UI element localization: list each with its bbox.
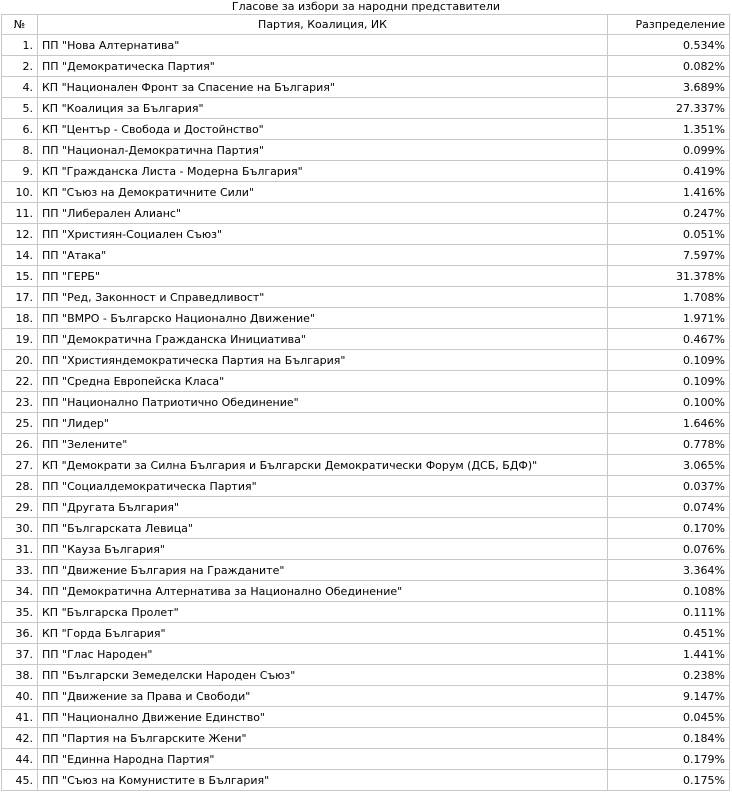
- party-name: КП "Горда България": [38, 623, 608, 644]
- vote-share: 1.441%: [608, 644, 730, 665]
- table-row: [2, 602, 730, 623]
- vote-share: 0.051%: [608, 224, 730, 245]
- header-row: [2, 15, 730, 35]
- row-number: 42.: [2, 728, 38, 749]
- vote-share: 27.337%: [608, 98, 730, 119]
- party-name: ПП "Другата България": [38, 497, 608, 518]
- table-row: [2, 581, 730, 602]
- table-row: [2, 371, 730, 392]
- table-row: [2, 434, 730, 455]
- party-name: КП "Гражданска Листа - Модерна България": [38, 161, 608, 182]
- party-name: ПП "Движение за Права и Свободи": [38, 686, 608, 707]
- vote-share: 1.971%: [608, 308, 730, 329]
- table-row: [2, 224, 730, 245]
- row-number: 31.: [2, 539, 38, 560]
- party-name: ПП "Българската Левица": [38, 518, 608, 539]
- row-number: 28.: [2, 476, 38, 497]
- table-row: [2, 56, 730, 77]
- table-row: [2, 560, 730, 581]
- party-name: ПП "Демократична Гражданска Инициатива": [38, 329, 608, 350]
- header-number: №: [2, 15, 38, 35]
- vote-share: 0.109%: [608, 350, 730, 371]
- party-name: ПП "Зелените": [38, 434, 608, 455]
- row-number: 27.: [2, 455, 38, 476]
- party-name: КП "Национален Фронт за Спасение на България": [38, 77, 608, 98]
- vote-share: 0.179%: [608, 749, 730, 770]
- vote-share: 0.076%: [608, 539, 730, 560]
- party-name: ПП "Национално Движение Единство": [38, 707, 608, 728]
- row-number: 36.: [2, 623, 38, 644]
- row-number: 8.: [2, 140, 38, 161]
- table-row: [2, 392, 730, 413]
- table-row: [2, 455, 730, 476]
- row-number: 30.: [2, 518, 38, 539]
- vote-share: 7.597%: [608, 245, 730, 266]
- vote-share: 0.082%: [608, 56, 730, 77]
- party-name: ПП "Лидер": [38, 413, 608, 434]
- table-row: [2, 35, 730, 56]
- table-row: [2, 308, 730, 329]
- party-name: КП "Коалиция за България": [38, 98, 608, 119]
- party-name: КП "Българска Пролет": [38, 602, 608, 623]
- party-name: ПП "Средна Европейска Класа": [38, 371, 608, 392]
- vote-share: 0.419%: [608, 161, 730, 182]
- party-name: ПП "Национал-Демократична Партия": [38, 140, 608, 161]
- table-row: [2, 182, 730, 203]
- table-row: [2, 644, 730, 665]
- vote-share: 0.170%: [608, 518, 730, 539]
- table-row: [2, 497, 730, 518]
- vote-share: 0.100%: [608, 392, 730, 413]
- row-number: 20.: [2, 350, 38, 371]
- table-row: [2, 245, 730, 266]
- table-row: [2, 623, 730, 644]
- row-number: 1.: [2, 35, 38, 56]
- party-name: КП "Съюз на Демократичните Сили": [38, 182, 608, 203]
- table-row: [2, 329, 730, 350]
- party-name: ПП "Съюз на Комунистите в България": [38, 770, 608, 791]
- table-row: [2, 203, 730, 224]
- party-name: ПП "Български Земеделски Народен Съюз": [38, 665, 608, 686]
- party-name: ПП "Движение България на Гражданите": [38, 560, 608, 581]
- party-name: ПП "Либерален Алианс": [38, 203, 608, 224]
- row-number: 23.: [2, 392, 38, 413]
- vote-share: 0.111%: [608, 602, 730, 623]
- vote-share: 0.074%: [608, 497, 730, 518]
- row-number: 41.: [2, 707, 38, 728]
- table-row: [2, 140, 730, 161]
- vote-share: 0.109%: [608, 371, 730, 392]
- table-row: [2, 287, 730, 308]
- table-caption: Гласове за избори за народни представители: [231, 0, 501, 13]
- vote-share: 31.378%: [608, 266, 730, 287]
- table-row: [2, 770, 730, 791]
- party-name: ПП "Нова Алтернатива": [38, 35, 608, 56]
- vote-share: 0.037%: [608, 476, 730, 497]
- vote-share: 3.065%: [608, 455, 730, 476]
- table-row: [2, 350, 730, 371]
- party-name: ПП "Национално Патриотично Обединение": [38, 392, 608, 413]
- row-number: 35.: [2, 602, 38, 623]
- vote-share: 1.351%: [608, 119, 730, 140]
- party-name: ПП "Ред, Законност и Справедливост": [38, 287, 608, 308]
- table-row: [2, 518, 730, 539]
- vote-share: 1.708%: [608, 287, 730, 308]
- table-row: [2, 665, 730, 686]
- row-number: 19.: [2, 329, 38, 350]
- table-row: [2, 686, 730, 707]
- row-number: 37.: [2, 644, 38, 665]
- vote-share: 1.646%: [608, 413, 730, 434]
- vote-share: 0.451%: [608, 623, 730, 644]
- row-number: 18.: [2, 308, 38, 329]
- table-row: [2, 749, 730, 770]
- vote-share: 9.147%: [608, 686, 730, 707]
- party-name: ПП "ВМРО - Българско Национално Движение": [38, 308, 608, 329]
- results-table: [1, 14, 730, 791]
- vote-share: 3.364%: [608, 560, 730, 581]
- row-number: 25.: [2, 413, 38, 434]
- party-name: ПП "Християндемократическа Партия на България": [38, 350, 608, 371]
- row-number: 6.: [2, 119, 38, 140]
- table-row: [2, 539, 730, 560]
- party-name: ПП "Християн-Социален Съюз": [38, 224, 608, 245]
- row-number: 38.: [2, 665, 38, 686]
- row-number: 4.: [2, 77, 38, 98]
- table-row: [2, 413, 730, 434]
- vote-share: 3.689%: [608, 77, 730, 98]
- row-number: 44.: [2, 749, 38, 770]
- row-number: 12.: [2, 224, 38, 245]
- table-row: [2, 266, 730, 287]
- party-name: ПП "Атака": [38, 245, 608, 266]
- vote-share: 0.184%: [608, 728, 730, 749]
- table-row: [2, 98, 730, 119]
- row-number: 10.: [2, 182, 38, 203]
- party-name: ПП "Партия на Българските Жени": [38, 728, 608, 749]
- vote-share: 0.099%: [608, 140, 730, 161]
- vote-share: 0.238%: [608, 665, 730, 686]
- party-name: ПП "Единна Народна Партия": [38, 749, 608, 770]
- row-number: 22.: [2, 371, 38, 392]
- row-number: 15.: [2, 266, 38, 287]
- row-number: 26.: [2, 434, 38, 455]
- row-number: 14.: [2, 245, 38, 266]
- party-name: ПП "Демократична Алтернатива за Национално Обединение": [38, 581, 608, 602]
- table-row: [2, 707, 730, 728]
- party-name: ПП "Глас Народен": [38, 644, 608, 665]
- row-number: 9.: [2, 161, 38, 182]
- table-row: [2, 119, 730, 140]
- row-number: 45.: [2, 770, 38, 791]
- table-row: [2, 161, 730, 182]
- vote-share: 0.778%: [608, 434, 730, 455]
- party-name: КП "Център - Свобода и Достойнство": [38, 119, 608, 140]
- vote-share: 0.108%: [608, 581, 730, 602]
- row-number: 17.: [2, 287, 38, 308]
- vote-share: 1.416%: [608, 182, 730, 203]
- party-name: КП "Демократи за Силна България и Български Демократически Форум (ДСБ, БДФ)": [38, 455, 608, 476]
- row-number: 11.: [2, 203, 38, 224]
- table-row: [2, 476, 730, 497]
- vote-share: 0.175%: [608, 770, 730, 791]
- party-name: ПП "Социалдемократическа Партия": [38, 476, 608, 497]
- header-party: Партия, Коалиция, ИК: [38, 15, 608, 35]
- party-name: ПП "ГЕРБ": [38, 266, 608, 287]
- table-row: [2, 77, 730, 98]
- vote-share: 0.467%: [608, 329, 730, 350]
- row-number: 33.: [2, 560, 38, 581]
- table-row: [2, 728, 730, 749]
- party-name: ПП "Демократическа Партия": [38, 56, 608, 77]
- row-number: 5.: [2, 98, 38, 119]
- header-share: Разпределение: [608, 15, 730, 35]
- party-name: ПП "Кауза България": [38, 539, 608, 560]
- row-number: 40.: [2, 686, 38, 707]
- vote-share: 0.534%: [608, 35, 730, 56]
- vote-share: 0.045%: [608, 707, 730, 728]
- row-number: 34.: [2, 581, 38, 602]
- row-number: 2.: [2, 56, 38, 77]
- row-number: 29.: [2, 497, 38, 518]
- vote-share: 0.247%: [608, 203, 730, 224]
